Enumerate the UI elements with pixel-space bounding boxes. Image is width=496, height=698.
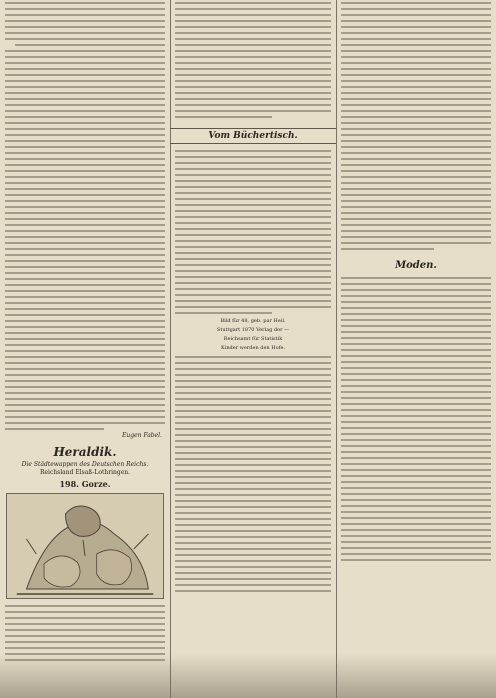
column-right <box>336 0 496 698</box>
page-shadow <box>0 654 170 698</box>
book-citation-3: Reichsamt für Statistik <box>223 336 283 342</box>
page-shadow-right <box>336 654 496 698</box>
article-text-top-right <box>336 0 496 250</box>
heraldik-entry: 198. Gorze. <box>59 479 111 489</box>
column-middle <box>170 0 336 698</box>
heraldik-heading: Heraldik. <box>53 445 117 459</box>
buechertisch-text-2 <box>170 354 336 592</box>
moden-heading: Moden. <box>395 260 437 271</box>
book-citation-4: Kinder werden den Hofe. <box>220 345 286 351</box>
page-shadow-middle <box>170 654 336 698</box>
buechertisch-heading: Vom Büchertisch. <box>170 128 336 144</box>
heraldik-region: Reichsland Elsaß-Lothringen. <box>39 469 131 476</box>
heraldik-text <box>0 603 170 661</box>
book-citation-2: Stuttgart 1870 Verlag der — <box>216 327 290 333</box>
article-signature: Eugen Fabel. <box>122 432 162 439</box>
article-text-top-middle <box>170 0 336 118</box>
heraldik-subtitle: Die Städtewappen des Deutschen Reichs. <box>21 461 149 468</box>
book-citation-1: Bild für 48, geb. par Heil. <box>220 318 286 324</box>
article-text-top <box>0 0 170 430</box>
coat-of-arms-illustration <box>6 493 164 599</box>
moden-text <box>336 275 496 561</box>
buechertisch-text <box>170 148 336 314</box>
column-left <box>0 0 170 698</box>
